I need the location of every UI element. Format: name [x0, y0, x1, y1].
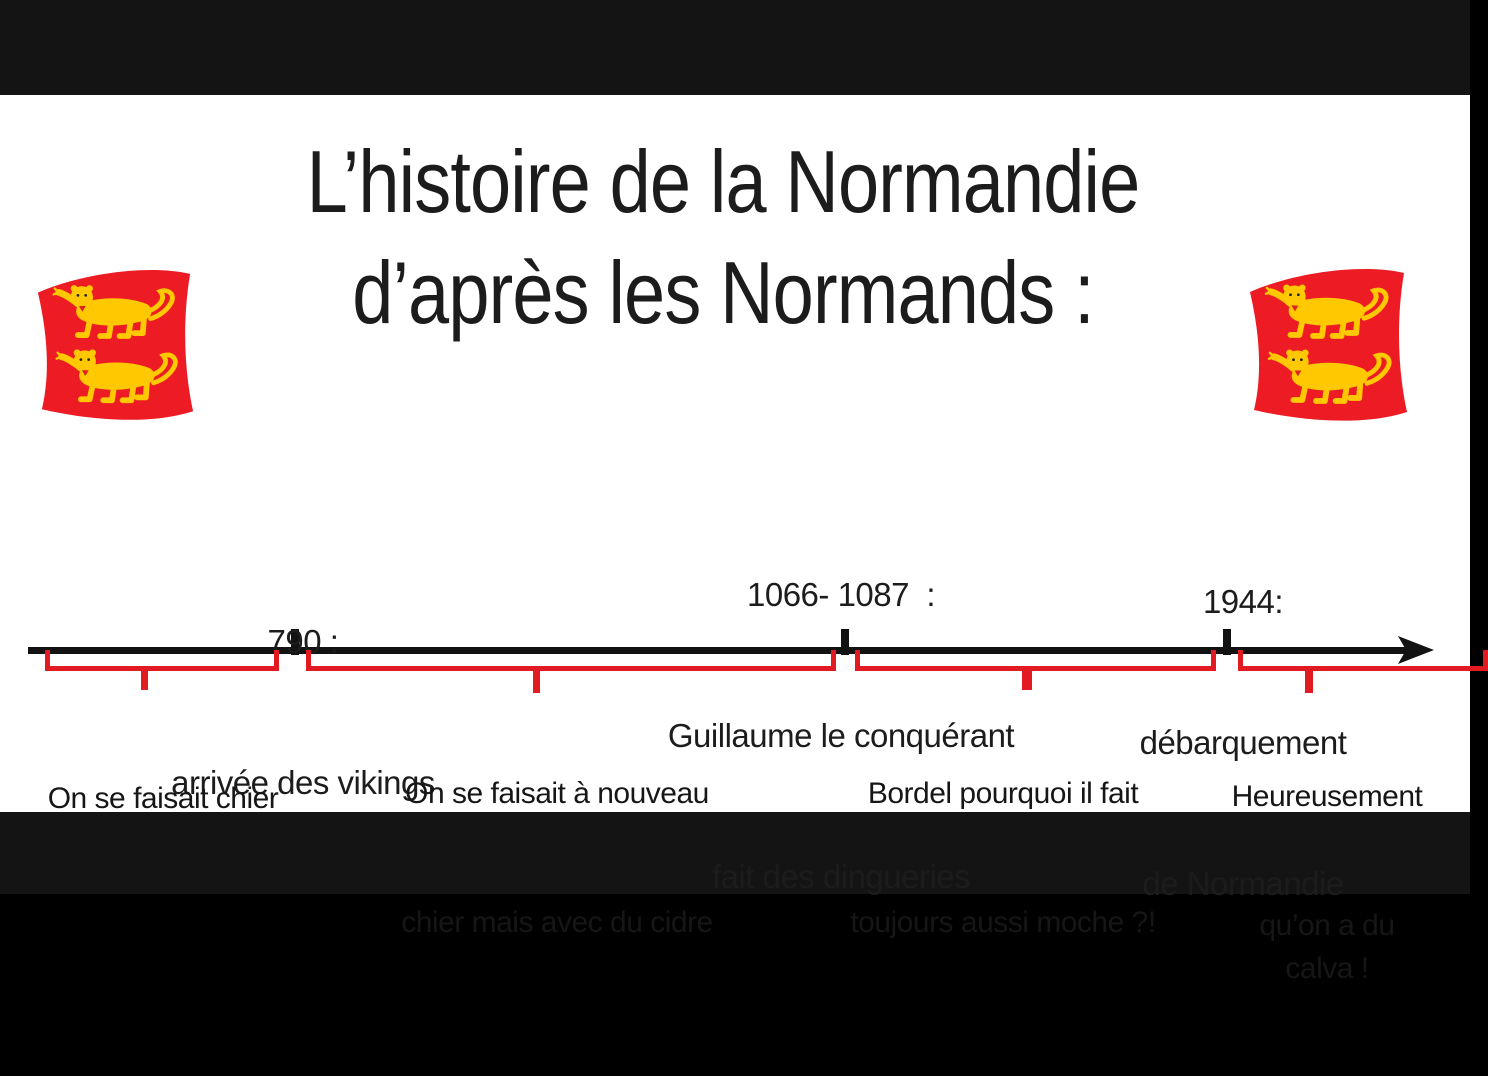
- caption-line: Bordel pourquoi il fait: [867, 777, 1139, 810]
- event-text: arrivée des vikings: [171, 764, 435, 801]
- title-line-1: L’histoire de la Normandie: [306, 132, 1140, 231]
- period-caption-2: [401, 686, 712, 1030]
- event-text: de Normandie: [1142, 865, 1344, 902]
- title-line-2: d’après les Normands :: [352, 243, 1094, 342]
- period-caption-4: [1232, 689, 1423, 1076]
- event-date: 1066- 1087 :: [747, 576, 935, 613]
- caption-line: Heureusement: [1231, 780, 1423, 813]
- caption-line: On se faisait à nouveau: [405, 777, 709, 810]
- caption-line: toujours aussi moche ?!: [850, 906, 1156, 939]
- event-text: Guillaume le conquérant: [667, 717, 1015, 754]
- event-date: 1944:: [1202, 583, 1284, 620]
- period-caption-3: [850, 686, 1155, 1030]
- caption-line: On se faisait chier: [47, 782, 279, 815]
- period-bracket-1-stem: [141, 671, 148, 690]
- normandy-flag-icon: [1241, 258, 1417, 430]
- period-caption-1: [48, 691, 279, 906]
- event-date: 790 :: [267, 623, 339, 660]
- caption-line: qu’on a du calva !: [1259, 909, 1403, 985]
- period-bracket-4: [1238, 650, 1488, 671]
- event-text: débarquement: [1139, 724, 1347, 761]
- period-bracket-1: [45, 650, 279, 671]
- caption-line: chier mais avec du cidre: [401, 906, 713, 939]
- event-text: fait des dingueries: [711, 858, 971, 895]
- period-bracket-3: [855, 650, 1216, 671]
- normandy-flag-icon: [28, 260, 204, 428]
- letterbox-top: [0, 0, 1470, 95]
- period-bracket-2: [306, 650, 836, 671]
- slide-title: [116, 126, 1331, 348]
